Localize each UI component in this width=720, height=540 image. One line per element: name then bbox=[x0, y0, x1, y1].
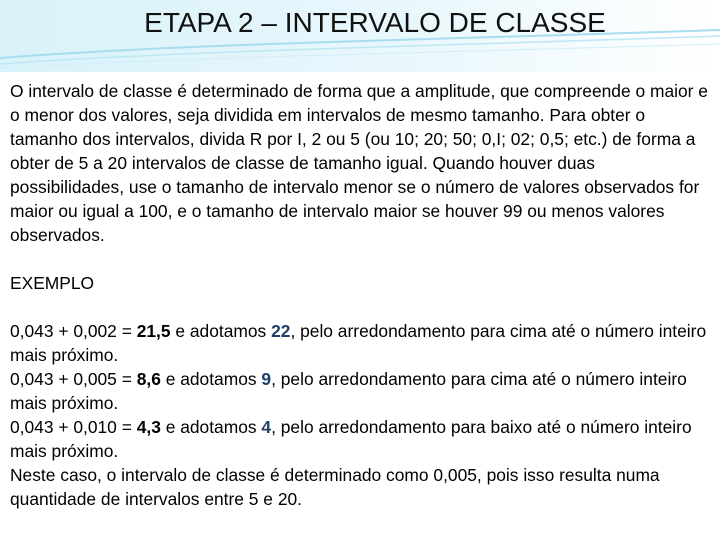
example-adopted-value: 22 bbox=[271, 321, 291, 341]
example-lines bbox=[10, 319, 710, 511]
example-connector: e adotamos bbox=[170, 321, 272, 341]
example-conclusion: Neste caso, o intervalo de classe é determinado como 0,005, pois isso resulta numa quantidade de intervalos entre 5 e 20. bbox=[10, 465, 660, 509]
example-connector: e adotamos bbox=[160, 369, 262, 389]
example-expression: 0,043 + 0,002 = bbox=[10, 321, 137, 341]
example-explanation: , pelo arredondamento para cima até o número inteiro mais próximo. bbox=[10, 369, 687, 413]
example-result: 21,5 bbox=[136, 321, 171, 341]
example-adopted-value: 9 bbox=[261, 369, 272, 389]
slide-body bbox=[10, 79, 710, 511]
page-title: ETAPA 2 – INTERVALO DE CLASSE bbox=[144, 7, 606, 38]
example-result: 4,3 bbox=[136, 417, 161, 437]
example-expression: 0,043 + 0,010 = bbox=[10, 417, 137, 437]
intro-paragraph: O intervalo de classe é determinado de forma que a amplitude, que compreende o maior e o menor dos valores, seja dividida em intervalos de mesmo tamanho. Para obter o tamanho dos intervalos, divida R por I, 2 ou 5 (ou 10; 20; 50; 0,I; 02; 0,5; etc.) de forma a obter de 5 a 20 intervalos de classe de tamanho igual. Quando houver duas possibilidades, use o tamanho de intervalo menor se o número de valores observados for maior ou igual a 100, e o tamanho de intervalo maior se houver 99 ou menos valores observados. bbox=[10, 81, 708, 245]
example-line bbox=[10, 367, 710, 415]
example-line bbox=[10, 319, 710, 367]
example-connector: e adotamos bbox=[160, 417, 262, 437]
example-result: 8,6 bbox=[136, 369, 161, 389]
example-line bbox=[10, 415, 710, 463]
example-explanation: , pelo arredondamento para cima até o número inteiro mais próximo. bbox=[10, 321, 707, 365]
title-banner bbox=[0, 0, 720, 72]
example-heading: EXEMPLO bbox=[10, 273, 95, 293]
example-explanation: , pelo arredondamento para baixo até o número inteiro mais próximo. bbox=[10, 417, 692, 461]
example-expression: 0,043 + 0,005 = bbox=[10, 369, 137, 389]
example-adopted-value: 4 bbox=[261, 417, 272, 437]
